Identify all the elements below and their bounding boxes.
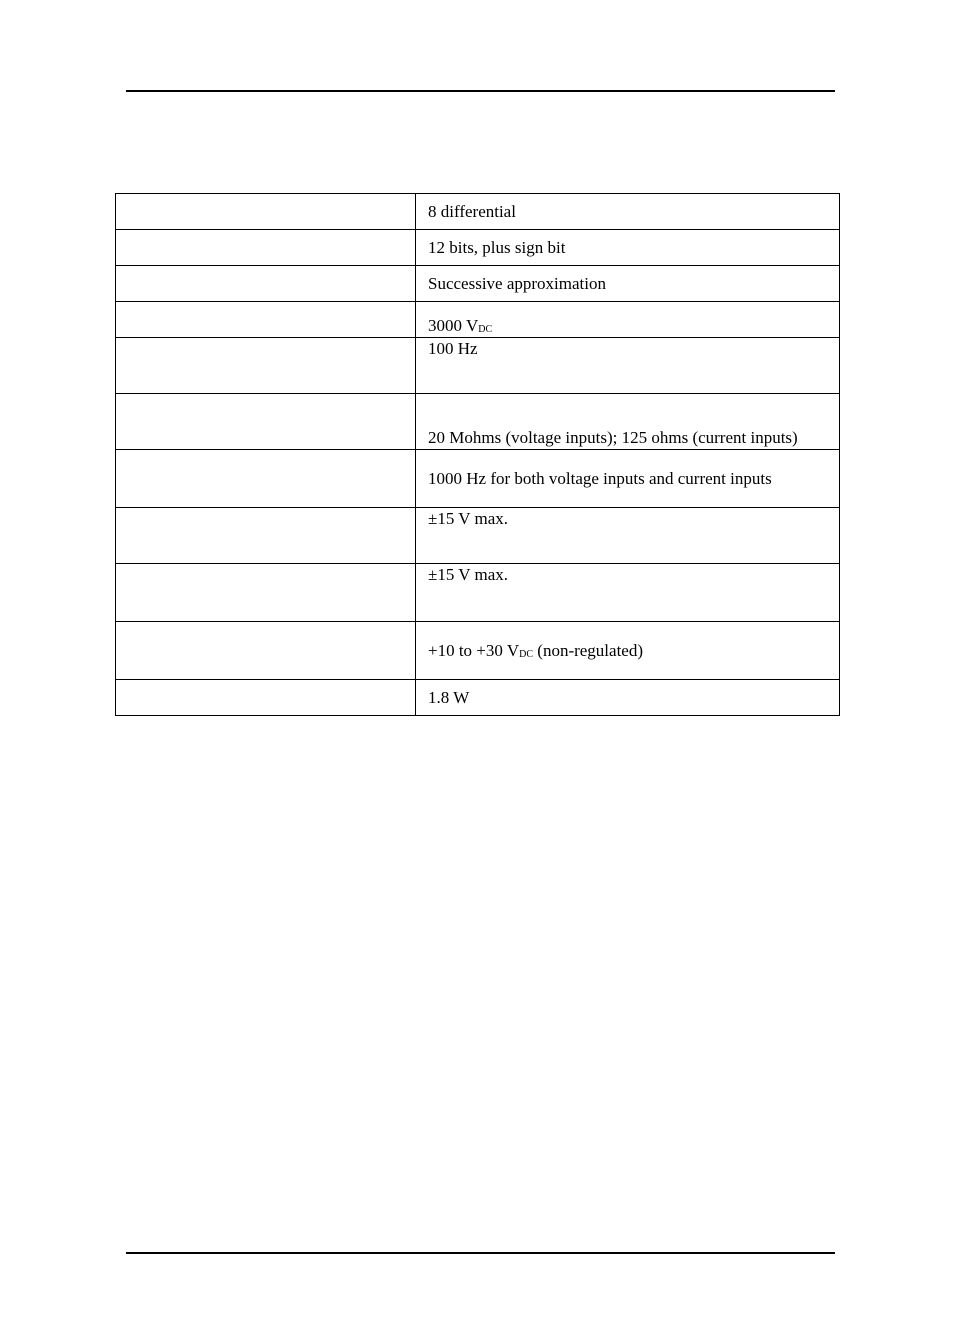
value-cell: ±15 V max. [416, 508, 840, 564]
parameter-cell [116, 394, 416, 450]
value-cell: 12 bits, plus sign bit [416, 230, 840, 266]
value-cell [416, 622, 840, 680]
value-cell: 100 Hz [416, 338, 840, 394]
value-cell: 8 differential [416, 194, 840, 230]
value-suffix: (non-regulated) [533, 640, 644, 660]
parameter-cell [116, 680, 416, 716]
value-cell: ±15 V max. [416, 564, 840, 622]
parameter-cell [116, 338, 416, 394]
table-row [116, 450, 840, 508]
table-row [116, 194, 840, 230]
value-text: 3000 V [428, 316, 479, 335]
table-row [116, 338, 840, 394]
value-subscript: DC [519, 648, 534, 660]
table-row [116, 266, 840, 302]
table-row [116, 622, 840, 680]
parameter-cell [116, 230, 416, 266]
header-rule [126, 90, 835, 92]
parameter-cell [116, 266, 416, 302]
table-row [116, 302, 840, 338]
table-row [116, 680, 840, 716]
table-row [116, 508, 840, 564]
value-subscript: DC [478, 324, 493, 335]
table-row [116, 230, 840, 266]
parameter-cell [116, 622, 416, 680]
value-cell [416, 302, 840, 338]
parameter-cell [116, 194, 416, 230]
table-row [116, 564, 840, 622]
footer-rule [126, 1252, 835, 1254]
table-row [116, 394, 840, 450]
specifications-table [115, 193, 840, 716]
parameter-cell [116, 302, 416, 338]
parameter-cell [116, 508, 416, 564]
value-cell: 1000 Hz for both voltage inputs and current inputs [416, 450, 840, 508]
value-cell: 20 Mohms (voltage inputs); 125 ohms (current inputs) [416, 394, 840, 450]
parameter-cell [116, 564, 416, 622]
parameter-cell [116, 450, 416, 508]
value-cell: 1.8 W [416, 680, 840, 716]
value-text: +10 to +30 V [428, 640, 520, 660]
value-cell: Successive approximation [416, 266, 840, 302]
